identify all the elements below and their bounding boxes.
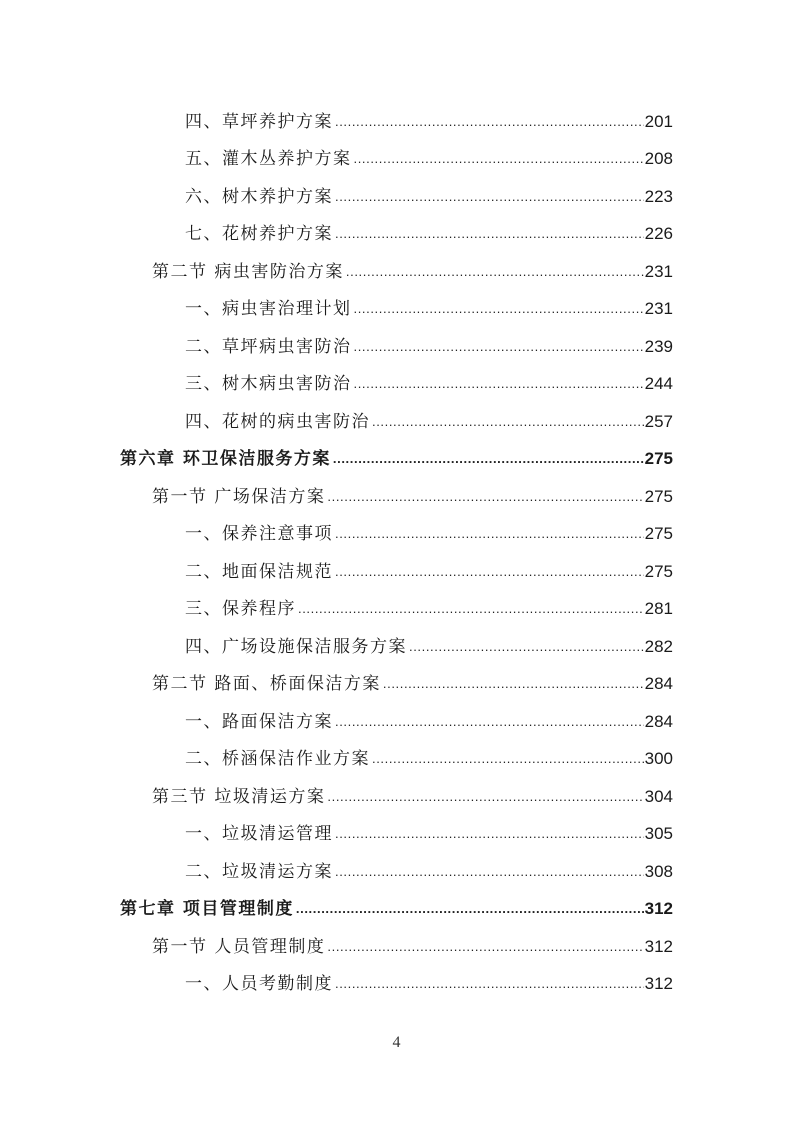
toc-entry[interactable] <box>185 555 673 583</box>
toc-entry-page: 300 <box>644 749 673 768</box>
toc-entry-label: 五、灌木丛养护方案 <box>185 149 352 169</box>
toc-entry[interactable] <box>185 367 673 395</box>
toc-entry-page: 284 <box>644 712 673 731</box>
toc-entry-label: 第三节 垃圾清运方案 <box>152 787 326 807</box>
dot-leader <box>372 750 644 768</box>
toc-entry[interactable] <box>120 442 673 470</box>
toc-entry[interactable] <box>185 292 673 320</box>
dot-leader <box>354 375 644 393</box>
toc-entry-page: 275 <box>644 487 673 506</box>
dot-leader <box>335 713 644 731</box>
toc-entry[interactable] <box>185 105 673 133</box>
toc-entry-label: 一、保养注意事项 <box>185 524 333 544</box>
toc-entry-page: 312 <box>644 899 673 918</box>
dot-leader <box>354 150 644 168</box>
dot-leader <box>409 638 644 656</box>
dot-leader <box>296 900 644 918</box>
toc-entry[interactable] <box>152 667 673 695</box>
dot-leader <box>335 825 644 843</box>
toc-entry-label: 第一节 人员管理制度 <box>152 937 326 957</box>
toc-entry-page: 244 <box>644 374 673 393</box>
toc-entry[interactable] <box>185 742 673 770</box>
toc-entry-page: 305 <box>644 824 673 843</box>
dot-leader <box>346 263 644 281</box>
toc-entry[interactable] <box>185 592 673 620</box>
toc-entry-page: 284 <box>644 674 673 693</box>
dot-leader <box>333 450 644 468</box>
toc-entry-page: 275 <box>644 449 673 468</box>
dot-leader <box>335 225 644 243</box>
toc-entry-label: 一、路面保洁方案 <box>185 712 333 732</box>
toc-entry[interactable] <box>185 517 673 545</box>
dot-leader <box>335 113 644 131</box>
toc-entry-label: 一、病虫害治理计划 <box>185 299 352 319</box>
toc-entry-page: 312 <box>644 937 673 956</box>
toc-entry-label: 三、保养程序 <box>185 599 296 619</box>
dot-leader <box>383 675 644 693</box>
dot-leader <box>335 975 644 993</box>
toc-entry[interactable] <box>185 630 673 658</box>
toc-entry[interactable] <box>185 967 673 995</box>
toc-entry-page: 304 <box>644 787 673 806</box>
toc-entry-label: 一、人员考勤制度 <box>185 974 333 994</box>
toc-entry-page: 275 <box>644 524 673 543</box>
toc-entry[interactable] <box>185 817 673 845</box>
toc-entry-label: 六、树木养护方案 <box>185 187 333 207</box>
toc-entry-label: 二、草坪病虫害防治 <box>185 337 352 357</box>
toc-entry-page: 223 <box>644 187 673 206</box>
toc-entry-label: 第二节 路面、桥面保洁方案 <box>152 674 381 694</box>
toc-entry[interactable] <box>185 180 673 208</box>
toc-entry-label: 四、草坪养护方案 <box>185 112 333 132</box>
dot-leader <box>335 525 644 543</box>
toc-entry-page: 231 <box>644 262 673 281</box>
toc-entry-label: 第六章 环卫保洁服务方案 <box>120 449 331 469</box>
toc-entry[interactable] <box>185 705 673 733</box>
dot-leader <box>327 938 643 956</box>
toc-entry-label: 四、广场设施保洁服务方案 <box>185 637 407 657</box>
toc-entry-label: 三、树木病虫害防治 <box>185 374 352 394</box>
toc-entry[interactable] <box>185 330 673 358</box>
toc-entry-page: 281 <box>644 599 673 618</box>
toc-entry-label: 一、垃圾清运管理 <box>185 824 333 844</box>
toc-entry-page: 231 <box>644 299 673 318</box>
toc-entry-page: 226 <box>644 224 673 243</box>
dot-leader <box>372 413 644 431</box>
toc-entry[interactable] <box>152 480 673 508</box>
toc-entry-page: 308 <box>644 862 673 881</box>
toc-entry-page: 282 <box>644 637 673 656</box>
toc-entry-label: 二、地面保洁规范 <box>185 562 333 582</box>
toc-entry-page: 239 <box>644 337 673 356</box>
toc-entry-page: 201 <box>644 112 673 131</box>
dot-leader <box>354 338 644 356</box>
toc-entry[interactable] <box>185 142 673 170</box>
dot-leader <box>327 488 643 506</box>
dot-leader <box>335 863 644 881</box>
toc-entry[interactable] <box>152 255 673 283</box>
page-number: 4 <box>392 1034 401 1051</box>
dot-leader <box>298 600 644 618</box>
toc-entry-page: 208 <box>644 149 673 168</box>
toc-entry-label: 第一节 广场保洁方案 <box>152 487 326 507</box>
toc-entry-label: 第二节 病虫害防治方案 <box>152 262 344 282</box>
toc-entry-page: 257 <box>644 412 673 431</box>
dot-leader <box>335 563 644 581</box>
toc-entry-label: 二、桥涵保洁作业方案 <box>185 749 370 769</box>
toc-entry-label: 二、垃圾清运方案 <box>185 862 333 882</box>
toc-entry[interactable] <box>185 405 673 433</box>
toc-entry-label: 四、花树的病虫害防治 <box>185 412 370 432</box>
dot-leader <box>327 788 643 806</box>
dot-leader <box>335 188 644 206</box>
toc-entry-label: 七、花树养护方案 <box>185 224 333 244</box>
dot-leader <box>354 300 644 318</box>
toc-entry[interactable] <box>152 930 673 958</box>
toc-entry-label: 第七章 项目管理制度 <box>120 899 294 919</box>
toc-entry[interactable] <box>185 217 673 245</box>
toc-entry[interactable] <box>152 780 673 808</box>
toc-entry[interactable] <box>120 892 673 920</box>
toc-entry-page: 312 <box>644 974 673 993</box>
toc-entry[interactable] <box>185 855 673 883</box>
toc-entry-page: 275 <box>644 562 673 581</box>
